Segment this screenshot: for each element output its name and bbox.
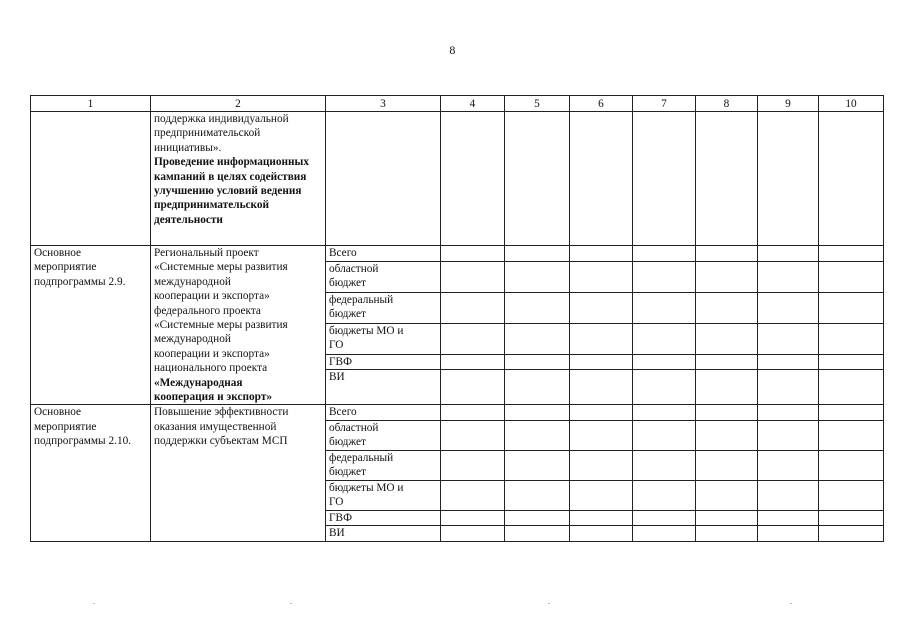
funding-source-cell: бюджеты МО и ГО [326, 323, 441, 354]
activity-description-bold: Проведение информационных кампаний в целях содействия улучшению условий ведения предпринимательской деятельности [154, 156, 310, 226]
table-cell [696, 112, 758, 246]
header-cell: 8 [696, 96, 758, 112]
value-cell [441, 480, 505, 510]
source-row [31, 246, 884, 262]
value-cell [633, 292, 696, 323]
value-cell [633, 246, 696, 262]
value-cell [505, 354, 570, 370]
value-cell [696, 526, 758, 541]
value-cell [758, 246, 819, 262]
value-cell [819, 261, 884, 292]
source-row [31, 405, 884, 420]
value-cell [505, 405, 570, 420]
header-cell: 6 [570, 96, 633, 112]
value-cell [758, 480, 819, 510]
value-cell [441, 450, 505, 480]
value-cell [633, 510, 696, 525]
page-number: 8 [449, 43, 456, 57]
header-cell: 1 [31, 96, 151, 112]
value-cell [819, 480, 884, 510]
funding-source-cell: областной бюджет [326, 420, 441, 450]
value-cell [505, 526, 570, 541]
measure-name-cell: Основное мероприятие подпрограммы 2.9. [31, 246, 151, 405]
value-cell [633, 526, 696, 541]
value-cell [570, 480, 633, 510]
value-cell [570, 323, 633, 354]
funding-source-cell: ГВФ [326, 510, 441, 525]
value-cell [570, 354, 633, 370]
value-cell [633, 480, 696, 510]
value-cell [441, 246, 505, 262]
value-cell [633, 261, 696, 292]
table-cell [441, 112, 505, 246]
value-cell [758, 450, 819, 480]
header-row [31, 96, 884, 112]
value-cell [441, 405, 505, 420]
value-cell [819, 405, 884, 420]
funding-source-cell: Всего [326, 246, 441, 262]
table-cell [758, 112, 819, 246]
scan-speck [790, 603, 792, 604]
value-cell [570, 246, 633, 262]
value-cell [633, 450, 696, 480]
scan-speck [548, 603, 550, 604]
value-cell [758, 370, 819, 405]
value-cell [633, 370, 696, 405]
value-cell [758, 292, 819, 323]
measure-description-bold: «Международная кооперация и экспорт» [154, 376, 273, 404]
value-cell [758, 526, 819, 541]
table-cell [31, 112, 151, 246]
value-cell [696, 246, 758, 262]
header-cell: 5 [505, 96, 570, 112]
funding-source-cell: ВИ [326, 370, 441, 405]
value-cell [633, 405, 696, 420]
continued-row [31, 112, 884, 246]
value-cell [570, 292, 633, 323]
table-cell [326, 112, 441, 246]
value-cell [758, 354, 819, 370]
value-cell [505, 292, 570, 323]
value-cell [505, 480, 570, 510]
table-cell [505, 112, 570, 246]
header-cell: 2 [151, 96, 326, 112]
budget-table [30, 95, 884, 542]
funding-source-cell: ВИ [326, 526, 441, 541]
value-cell [758, 323, 819, 354]
table-cell [570, 112, 633, 246]
table-cell [819, 112, 884, 246]
header-cell: 7 [633, 96, 696, 112]
activity-description-cell [151, 112, 326, 246]
value-cell [570, 510, 633, 525]
value-cell [696, 510, 758, 525]
value-cell [505, 370, 570, 405]
header-cell: 3 [326, 96, 441, 112]
value-cell [696, 323, 758, 354]
value-cell [441, 510, 505, 525]
value-cell [570, 526, 633, 541]
value-cell [441, 354, 505, 370]
value-cell [696, 450, 758, 480]
header-cell: 10 [819, 96, 884, 112]
scan-speck [290, 603, 292, 604]
value-cell [696, 420, 758, 450]
value-cell [819, 370, 884, 405]
funding-source-cell: федеральный бюджет [326, 292, 441, 323]
value-cell [505, 261, 570, 292]
measure-description: Повышение эффективности оказания имущественной поддержки субъектам МСП [154, 406, 289, 448]
value-cell [441, 261, 505, 292]
value-cell [441, 420, 505, 450]
scan-speck [93, 603, 95, 604]
value-cell [696, 292, 758, 323]
funding-source-cell: Всего [326, 405, 441, 420]
value-cell [696, 354, 758, 370]
value-cell [696, 405, 758, 420]
measure-name-cell: Основное мероприятие подпрограммы 2.10. [31, 405, 151, 541]
value-cell [819, 510, 884, 525]
value-cell [819, 450, 884, 480]
value-cell [441, 292, 505, 323]
value-cell [758, 261, 819, 292]
measure-description: Региональный проект «Системные меры развития международной кооперации и экспорта» федерального проекта «Системные меры развития международной кооперации и экспорта» национального проекта [154, 247, 288, 375]
value-cell [570, 370, 633, 405]
header-cell: 4 [441, 96, 505, 112]
funding-source-cell: федеральный бюджет [326, 450, 441, 480]
value-cell [505, 323, 570, 354]
value-cell [570, 420, 633, 450]
value-cell [633, 420, 696, 450]
measure-description-cell [151, 405, 326, 541]
funding-source-cell: областной бюджет [326, 261, 441, 292]
value-cell [758, 510, 819, 525]
value-cell [819, 354, 884, 370]
value-cell [441, 526, 505, 541]
value-cell [570, 261, 633, 292]
funding-source-cell: бюджеты МО и ГО [326, 480, 441, 510]
value-cell [441, 323, 505, 354]
value-cell [570, 405, 633, 420]
funding-source-cell: ГВФ [326, 354, 441, 370]
value-cell [696, 480, 758, 510]
value-cell [505, 420, 570, 450]
value-cell [505, 450, 570, 480]
value-cell [819, 323, 884, 354]
value-cell [758, 420, 819, 450]
activity-description: поддержка индивидуальной предпринимательской инициативы». [154, 113, 289, 154]
table-cell [633, 112, 696, 246]
value-cell [819, 246, 884, 262]
value-cell [441, 370, 505, 405]
value-cell [505, 510, 570, 525]
value-cell [633, 354, 696, 370]
value-cell [570, 450, 633, 480]
value-cell [696, 261, 758, 292]
value-cell [819, 292, 884, 323]
value-cell [758, 405, 819, 420]
value-cell [505, 246, 570, 262]
value-cell [819, 420, 884, 450]
header-cell: 9 [758, 96, 819, 112]
value-cell [696, 370, 758, 405]
value-cell [819, 526, 884, 541]
value-cell [633, 323, 696, 354]
measure-description-cell [151, 246, 326, 405]
